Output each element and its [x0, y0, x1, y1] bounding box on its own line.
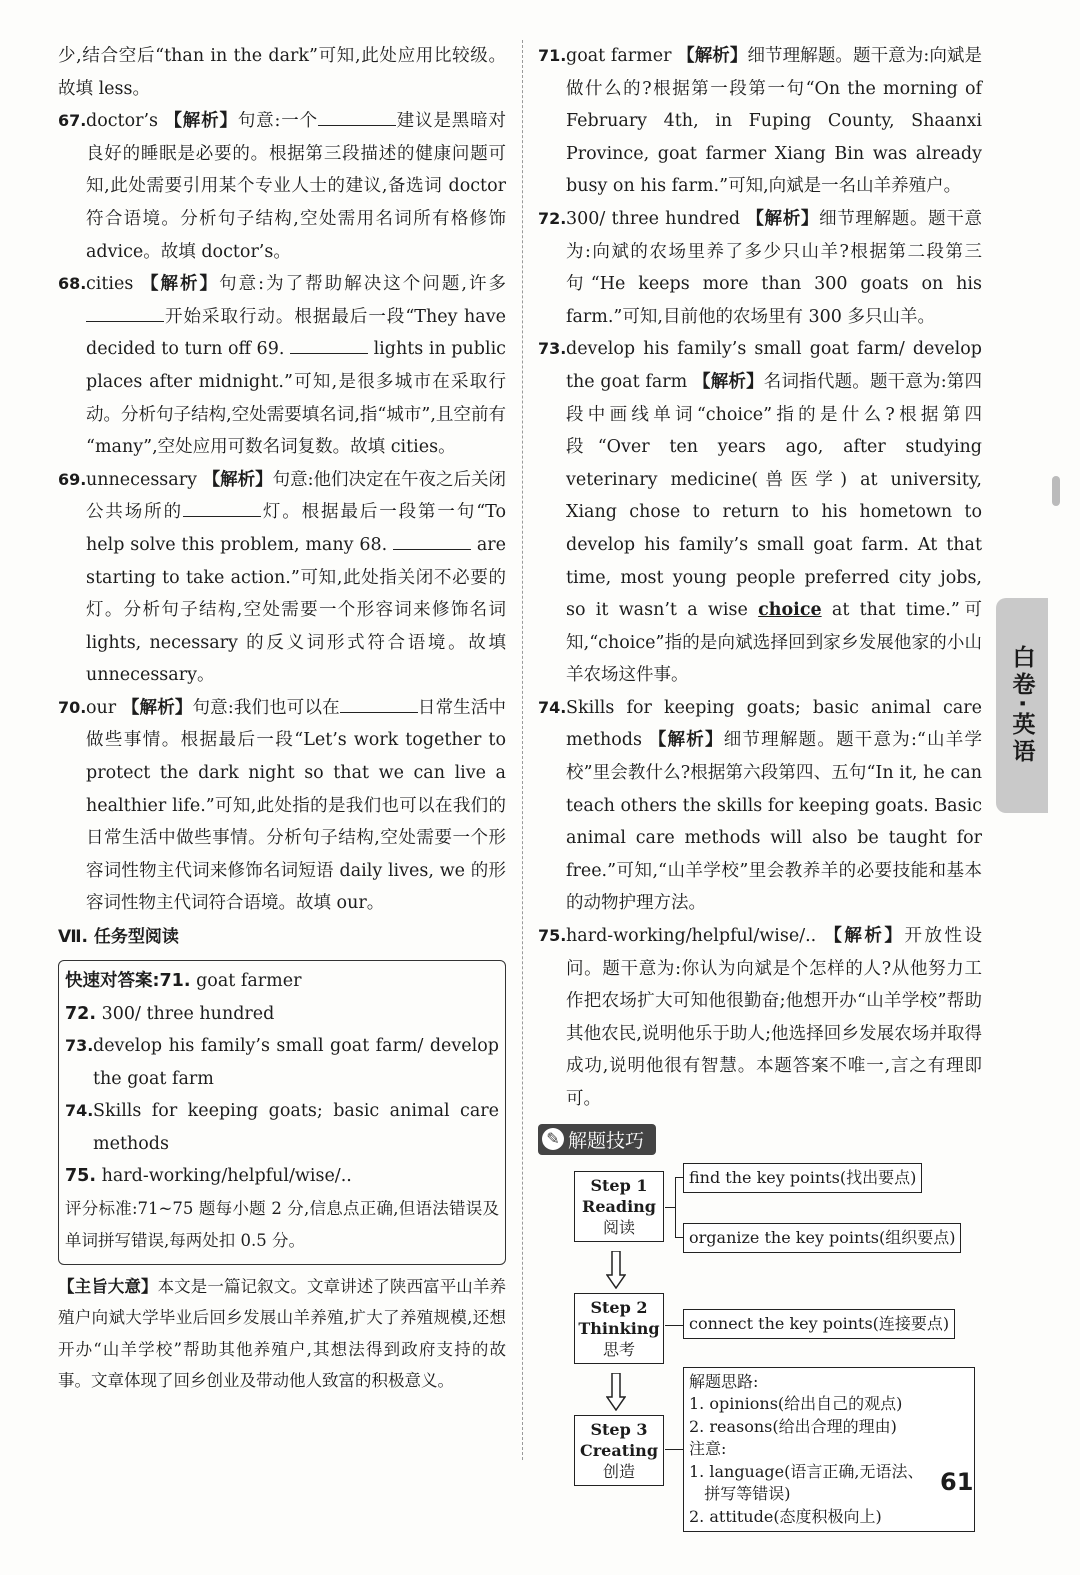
step2-title: Thinking — [578, 1318, 660, 1338]
connector — [675, 1177, 683, 1178]
explanation-text: 细节理解题。题干意为:向斌的农场里养了多少只山羊?根据第二段第三句“He keeps more than 300 goats on his farm.”可知,目前他的农场里有 300 多只山羊。 — [566, 208, 983, 327]
explanation-text: at that time.”可知,“choice”指的是向斌选择回到家乡发展他家的小山羊农场这件事。 — [566, 600, 982, 686]
notes-heading: 解题思路: — [689, 1371, 759, 1391]
question-number: 75. — [538, 926, 567, 946]
quick-answer-text: develop his family’s small goat farm/ develop the goat farm — [93, 1036, 499, 1089]
blank-line — [86, 303, 164, 322]
answer-74 — [538, 692, 982, 920]
key-icon: ✎ — [542, 1128, 564, 1150]
quick-answer-72 — [65, 998, 499, 1031]
thinking-notes-box — [683, 1367, 975, 1533]
answer-word: our — [86, 697, 117, 718]
explanation-text: 句意:一个 — [237, 111, 318, 132]
right-column — [538, 40, 982, 1575]
notes-item: 拼写等错误) — [689, 1484, 791, 1504]
step2-chinese: 思考 — [602, 1339, 635, 1359]
question-number: 70. — [58, 697, 87, 717]
answer-71 — [538, 40, 982, 203]
answer-word: doctor’s — [86, 111, 159, 132]
analysis-tag: 【解析】 — [824, 926, 905, 947]
answer-word: 300/ three hundred — [566, 208, 741, 229]
scoring-criteria: 评分标准:71~75 题每小题 2 分,信息点正确,但语法错误及单词拼写错误,每两处扣 0.5 分。 — [65, 1198, 499, 1251]
blank-line — [393, 531, 471, 550]
organize-key-points-box: organize the key points(组织要点) — [683, 1223, 961, 1253]
tips-header — [538, 1124, 656, 1155]
step1-title: Reading — [582, 1196, 656, 1216]
quick-answer-text: 300/ three hundred — [101, 1003, 275, 1024]
answer-word: Skills for keeping goats; basic animal care methods — [566, 697, 982, 751]
main-idea-tag: 【主旨大意】 — [58, 1276, 158, 1296]
side-tab — [996, 598, 1048, 813]
connector — [675, 1177, 676, 1237]
answer-word: cities — [86, 274, 134, 295]
step3-chinese: 创造 — [602, 1461, 635, 1481]
analysis-tag: 【解析】 — [121, 697, 193, 718]
question-number: 71. — [159, 971, 191, 992]
explanation-text: 句意:我们也可以在 — [192, 697, 340, 718]
answer-69 — [58, 464, 506, 692]
analysis-tag: 【解析】 — [164, 111, 238, 132]
notes-item: 2. attitude(态度积极向上) — [689, 1506, 882, 1526]
notes-item: 1. opinions(给出自己的观点) — [689, 1394, 903, 1414]
explanation-text: are starting to take action.”可知,此处指关闭不必要的灯。分析句子结构,空处需要一个形容词来修饰名词 lights, necessary 的反义词形式符合语境。故填 unnecessary。 — [86, 534, 506, 686]
explanation-text: 开始采取行动。根据最后一段“They have decided to turn off 69. — [86, 306, 506, 360]
analysis-tag: 【解析】 — [746, 208, 820, 229]
quick-answer-71 — [65, 965, 499, 998]
quick-answer-text: Skills for keeping goats; basic animal care methods — [93, 1101, 499, 1154]
tips-title: 解题技巧 — [568, 1129, 645, 1152]
answer-70 — [58, 692, 506, 920]
quick-answer-label: 快速对答案: — [65, 971, 160, 992]
analysis-tag: 【解析】 — [693, 371, 764, 392]
answer-word: hard-working/helpful/wise/.. — [566, 926, 817, 947]
main-idea-text — [58, 1271, 506, 1397]
step3-number: Step 3 — [590, 1419, 648, 1439]
quick-answer-text: hard-working/helpful/wise/.. — [101, 1166, 352, 1187]
scrollbar-thumb[interactable] — [1052, 476, 1060, 506]
quick-answer-73 — [65, 1030, 499, 1095]
answer-67 — [58, 105, 506, 268]
answer-word: unnecessary — [86, 469, 197, 490]
explanation-text: 建议是黑暗对良好的睡眠是必要的。根据第三段描述的健康问题可知,此处需要引用某个专业人士的建议,备选词 doctor 符合语境。分析句子结构,空处需用名词所有格修饰 advice。故填 doctor’s。 — [86, 111, 506, 262]
main-idea-body: 本文是一篇记叙文。文章讲述了陕西富平山羊养殖户向斌大学毕业后回乡发展山羊养殖,扩大了养殖规模,还想开办“山羊学校”帮助其他养殖户,其想法得到政府支持的故事。文章体现了回乡创业及带动他人致富的积极意义。 — [58, 1276, 507, 1391]
question-number: 73. — [538, 339, 567, 359]
blank-line — [183, 499, 261, 518]
page-number: 61 — [940, 1468, 974, 1496]
notes-item: 1. language(语言正确,无语法、 — [689, 1461, 924, 1481]
blank-line — [318, 108, 396, 127]
main-idea — [58, 1271, 506, 1397]
step1-chinese: 阅读 — [602, 1217, 635, 1237]
down-arrow-icon — [606, 1373, 626, 1411]
connector — [665, 1449, 683, 1450]
connect-key-points-box: connect the key points(连接要点) — [683, 1309, 955, 1339]
question-number: 74. — [65, 1101, 94, 1121]
question-number: 72. — [538, 208, 567, 228]
find-key-points-box: find the key points(找出要点) — [683, 1163, 922, 1193]
question-number: 68. — [58, 274, 87, 294]
question-number: 69. — [58, 469, 87, 489]
explanation-text: 开放性设问。题干意为:你认为向斌是个怎样的人?从他努力工作把农场扩大可知他很勤奋;他想开办“山羊学校”帮助其他农民,说明他乐于助人;他选择回乡发展农场并取得成功,说明他很有智慧。本题答案不唯一,言之有理即可。 — [566, 926, 983, 1109]
quick-answer-text: goat farmer — [196, 971, 302, 992]
question-number: 71. — [538, 46, 567, 65]
explanation-text: 句意:为了帮助解决这个问题,许多 — [219, 274, 506, 295]
answer-word: develop his family’s small goat farm/ develop the goat farm — [566, 339, 982, 392]
blank-line — [290, 336, 368, 355]
explanation-text: 句意:他们决定在午夜之后关闭公共场所的 — [86, 469, 506, 523]
step2-box — [574, 1293, 664, 1364]
answer-73 — [538, 333, 982, 692]
question-number: 72. — [65, 1003, 97, 1024]
intro-text: 少,结合空后“than in the dark”可知,此处应用比较级。故填 less。 — [58, 46, 506, 99]
analysis-tag: 【解析】 — [202, 469, 273, 490]
left-column — [58, 40, 506, 1397]
question-number: 75. — [65, 1166, 97, 1187]
answer-word: goat farmer — [566, 46, 672, 66]
explanation-text: 细节理解题。题干意为:“山羊学校”里会教什么?根据第六段第四、五句“In it, he can teach others the skills for keeping goats. Basic animal care methods will also be taught for free.”可知,“山羊学校”里会教养羊的必要技能和基本的动物护理方法。 — [566, 730, 983, 914]
quick-answer-75 — [65, 1160, 499, 1193]
underlined-word: choice — [758, 600, 822, 621]
explanation-text: 日常生活中做些事情。根据最后一段“Let’s work together to protect the dark night so that we can live a healthier life.”可知,此处指的是我们也可以在我们的日常生活中做些事情。分析句子结构,空处需要一个形容词性物主代词来修饰名词短语 daily lives, we 的形容词性物主代词符合语境。故填 our。 — [86, 697, 507, 914]
question-number: 67. — [58, 111, 87, 131]
explanation-text: 名词指代题。题干意为:第四段中画线单词“choice”指的是什么?根据第四段“Over ten years ago, after studying veterinary medicine(兽医学) at university, Xiang chose to return to his hometown to develop his family’s small goat farm. At that time, most young people preferred city jobs, so it wasn’t a wise — [566, 371, 983, 621]
step2-number: Step 2 — [590, 1297, 648, 1317]
answer-75 — [538, 920, 982, 1116]
step1-number: Step 1 — [590, 1175, 648, 1195]
analysis-tag: 【解析】 — [677, 46, 748, 66]
answer-68 — [58, 268, 506, 464]
answer-72 — [538, 203, 982, 333]
solving-flowchart — [538, 1165, 982, 1575]
analysis-tag: 【解析】 — [140, 274, 220, 295]
question-number: 73. — [65, 1036, 94, 1056]
section-title: Ⅶ. 任务型阅读 — [58, 927, 179, 948]
explanation-text: 细节理解题。题干意为:向斌是做什么的?根据第一段第一句“On the morning of February 4th, in Fuping County, Shaanxi Province, goat farmer Xiang Bin was already busy on his farm.”可知,向斌是一名山羊养殖户。 — [566, 46, 982, 197]
connector — [665, 1207, 675, 1208]
explanation-text: lights in public places after midnight.”可知,是很多城市在采取行动。分析句子结构,空处需要填名词,指“城市”,且空前有 “many”,空处应用可数名词复数。故填 cities。 — [86, 339, 506, 458]
step1-box — [574, 1171, 664, 1242]
connector — [675, 1237, 683, 1238]
column-divider — [522, 40, 523, 1460]
quick-answer-box — [58, 960, 506, 1265]
notes-heading: 注意: — [689, 1439, 727, 1459]
step3-title: Creating — [580, 1440, 658, 1460]
step3-box — [574, 1415, 664, 1486]
connector — [665, 1325, 683, 1326]
blank-line — [340, 694, 418, 713]
side-tab-label: 白卷·英语 — [1008, 645, 1035, 766]
down-arrow-icon — [606, 1251, 626, 1289]
quick-answer-74 — [65, 1095, 499, 1160]
notes-item: 2. reasons(给出合理的理由) — [689, 1416, 897, 1436]
analysis-tag: 【解析】 — [648, 730, 724, 751]
explanation-text: 灯。根据最后一段第一句“To help solve this problem, many 68. — [86, 502, 507, 555]
question-number: 74. — [538, 697, 567, 717]
